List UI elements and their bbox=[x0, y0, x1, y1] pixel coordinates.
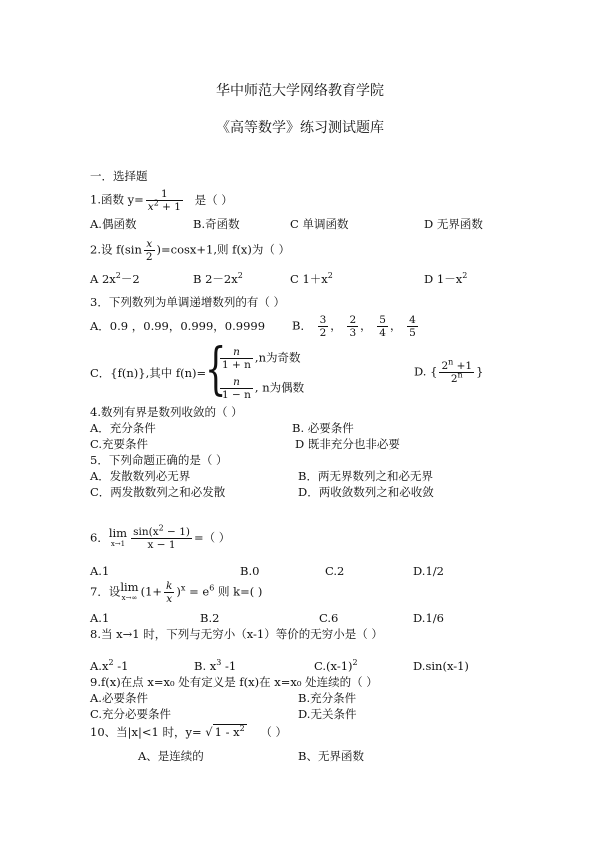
q3-b-label: B． bbox=[292, 318, 312, 333]
q7-lim-sub: x→∞ bbox=[121, 593, 138, 602]
q3-c-case-1 bbox=[218, 346, 300, 371]
q3-b-frac-2 bbox=[347, 314, 358, 339]
q1-suffix: 是（ ） bbox=[194, 192, 233, 207]
q3-b-frac-4 bbox=[407, 314, 418, 339]
q2-a-exp: 2 bbox=[115, 271, 121, 281]
q3-b-frac-3-num: 5 bbox=[379, 314, 386, 326]
q2-d-exp: 2 bbox=[462, 271, 468, 281]
q1-stem bbox=[90, 188, 233, 213]
q2-frac-num: x bbox=[144, 238, 155, 251]
q1-frac-num: 1 bbox=[146, 188, 183, 201]
q6-stem bbox=[90, 523, 231, 551]
q2-prefix: 2.设 f(sin bbox=[90, 242, 142, 257]
q8-a-tail: -1 bbox=[113, 659, 129, 673]
q6-option-c: C.2 bbox=[325, 564, 345, 578]
q4-stem: 4.数列有界是数列收敛的（ ） bbox=[90, 405, 243, 419]
q1-den-base: x bbox=[147, 201, 154, 213]
q6-num-exp: 2 bbox=[158, 523, 164, 533]
q8-option-a bbox=[90, 658, 128, 674]
q8-stem: 8.当 x→1 时，下列与无穷小（x-1）等价的无穷小是（ ） bbox=[90, 627, 383, 641]
q7-e-exp: 6 bbox=[209, 583, 215, 593]
q1-option-b: B.奇函数 bbox=[193, 217, 240, 231]
q8-c-exp: 2 bbox=[352, 658, 358, 668]
q2-stem bbox=[90, 238, 290, 263]
section-title: 一．选择题 bbox=[90, 169, 148, 183]
q6-option-d: D.1/2 bbox=[413, 564, 444, 578]
q1-den-tail: + 1 bbox=[158, 201, 181, 213]
q6-num-a: sin(x bbox=[133, 526, 159, 538]
q2-a-base: A 2x bbox=[90, 272, 116, 286]
q2-frac-den: 2 bbox=[145, 251, 153, 263]
q8-option-b bbox=[194, 658, 236, 674]
q6-num-b: − 1) bbox=[163, 526, 190, 538]
q7-stem bbox=[90, 580, 262, 605]
q3-option-c-label: C．{f(n)},其中 f(n)= bbox=[90, 366, 207, 380]
q5-option-c: C．两发散数列之和必发散 bbox=[90, 485, 226, 499]
q8-a-base: A.x bbox=[90, 659, 109, 673]
q10-radicand-a: 1 - x bbox=[214, 725, 240, 739]
q3-b-sep-3: ， bbox=[389, 318, 402, 333]
q3-d-frac bbox=[439, 357, 474, 385]
q3-option-d bbox=[414, 357, 484, 385]
q1-frac-den bbox=[146, 198, 183, 213]
q7-option-a: A.1 bbox=[90, 611, 110, 625]
q10-sqrt-symbol: √ bbox=[205, 725, 213, 739]
q10-suffix: （ ） bbox=[260, 725, 287, 739]
q7-prefix: 7．设 bbox=[90, 584, 121, 599]
q7-body-a: (1+ bbox=[140, 584, 163, 599]
q3-d-num-base: 2 bbox=[441, 360, 449, 372]
q7-option-d: D.1/6 bbox=[413, 611, 444, 625]
q3-c-case-1-den: 1 + n bbox=[222, 359, 251, 371]
q6-lim-sub: x→1 bbox=[110, 539, 126, 548]
q3-option-a: A．0.9 ，0.99，0.999，0.9999 bbox=[90, 319, 266, 333]
q3-b-frac-2-num: 2 bbox=[349, 314, 357, 326]
q3-b-frac-2-den: 3 bbox=[349, 327, 357, 339]
q3-c-brace: { bbox=[205, 337, 227, 402]
q7-eq: = e bbox=[185, 584, 210, 599]
q3-b-frac-1-num: 3 bbox=[319, 314, 327, 326]
q4-option-a: A．充分条件 bbox=[90, 421, 156, 435]
q2-c-base: C 1＋x bbox=[290, 272, 328, 286]
q1-option-c: C 单调函数 bbox=[290, 217, 349, 231]
q3-d-close: } bbox=[476, 364, 484, 379]
q2-fraction bbox=[144, 238, 155, 263]
q7-suffix: 则 k=( ) bbox=[214, 584, 263, 599]
q4-option-b: B. 必要条件 bbox=[292, 421, 354, 435]
q3-d-label: D. { bbox=[414, 364, 438, 379]
q3-option-b bbox=[292, 314, 420, 339]
q3-b-frac-1-den: 2 bbox=[319, 327, 327, 339]
q2-a-tail: －2 bbox=[120, 272, 140, 286]
q10-stem bbox=[90, 724, 287, 740]
q5-option-d: D．两收敛数列之和必收敛 bbox=[298, 485, 434, 499]
q7-fraction bbox=[164, 580, 174, 605]
q2-b-base: B 2－2x bbox=[193, 272, 238, 286]
q3-b-sep-2: ， bbox=[360, 318, 372, 333]
q3-c-case-1-num: n bbox=[220, 346, 253, 359]
q4-option-d: D 既非充分也非必要 bbox=[295, 437, 400, 451]
q2-suffix: )=cosx+1,则 f(x)为（ ） bbox=[156, 242, 291, 257]
q3-c-case-2-frac bbox=[220, 376, 253, 401]
q10-radicand-exp: 2 bbox=[239, 724, 245, 734]
q2-c-exp: 2 bbox=[327, 271, 333, 281]
q7-lim-word: lim bbox=[120, 579, 139, 594]
q3-d-num-exp: n bbox=[448, 357, 454, 367]
q7-body-exp: x bbox=[180, 583, 186, 593]
q3-c-case-1-frac bbox=[220, 346, 253, 371]
q10-option-a: A、是连续的 bbox=[138, 749, 204, 763]
q9-option-c: C.充分必要条件 bbox=[90, 707, 172, 721]
q3-b-frac-1 bbox=[318, 314, 329, 339]
q2-option-a bbox=[90, 271, 140, 287]
q5-option-b: B．两无界数列之和必无界 bbox=[298, 469, 433, 483]
q8-c-base: C.(x-1) bbox=[314, 659, 353, 673]
q7-lim bbox=[120, 579, 139, 604]
q1-prefix: 1.函数 y= bbox=[90, 192, 144, 207]
q6-lim bbox=[108, 525, 128, 550]
q2-d-base: D 1－x bbox=[424, 272, 463, 286]
q9-stem: 9.f(x)在点 x=x₀ 处有定义是 f(x)在 x=x₀ 处连续的（ ） bbox=[90, 675, 378, 689]
q3-d-den-exp: n bbox=[457, 370, 463, 380]
q8-option-c bbox=[314, 658, 358, 674]
q1-fraction bbox=[146, 188, 183, 213]
q9-option-b: B.充分条件 bbox=[298, 691, 357, 705]
q10-option-b: B、无界函数 bbox=[298, 749, 364, 763]
q6-frac-num bbox=[131, 523, 192, 539]
q6-option-a: A.1 bbox=[90, 564, 110, 578]
q3-b-sep-1: ， bbox=[330, 318, 342, 333]
q9-option-d: D.无关条件 bbox=[298, 707, 357, 721]
q3-c-case-2-num: n bbox=[220, 376, 253, 389]
q8-b-tail: -1 bbox=[221, 659, 237, 673]
q3-b-frac-4-num: 4 bbox=[409, 314, 416, 326]
q8-b-exp: 3 bbox=[216, 658, 222, 668]
q5-stem: 5．下列命题正确的是（ ） bbox=[90, 453, 228, 467]
q3-c-case-2-den: 1 − n bbox=[222, 389, 251, 401]
q3-b-frac-3-den: 4 bbox=[379, 327, 386, 339]
course-title: 《高等数学》练习测试题库 bbox=[216, 120, 384, 136]
q1-den-exp: 2 bbox=[153, 198, 159, 208]
university-title: 华中师范大学网络教育学院 bbox=[216, 83, 384, 99]
q10-sqrt bbox=[205, 724, 246, 740]
q2-option-c bbox=[290, 271, 333, 287]
q3-b-frac-4-den: 5 bbox=[409, 327, 416, 339]
q10-radicand bbox=[213, 724, 247, 739]
q1-option-d: D 无界函数 bbox=[424, 217, 483, 231]
q6-suffix: =（ ） bbox=[193, 530, 231, 545]
q3-c-case-2 bbox=[218, 376, 304, 401]
q8-option-d: D.sin(x-1) bbox=[413, 659, 469, 673]
q7-frac-num: k bbox=[166, 580, 173, 592]
q7-body-b: ) bbox=[176, 584, 181, 599]
q4-option-c: C.充要条件 bbox=[90, 437, 149, 451]
q3-d-den bbox=[439, 370, 474, 385]
q3-stem: 3．下列数列为单调递增数列的有（ ） bbox=[90, 295, 285, 309]
q3-d-num-tail: +1 bbox=[453, 360, 473, 372]
q6-fraction bbox=[131, 523, 192, 551]
q10-prefix: 10、当|x|<1 时，y= bbox=[90, 725, 202, 739]
q7-option-b: B.2 bbox=[200, 611, 220, 625]
q2-option-b bbox=[193, 271, 243, 287]
q6-frac-den: x − 1 bbox=[147, 539, 176, 551]
q3-d-den-base: 2 bbox=[450, 373, 458, 385]
q6-option-b: B.0 bbox=[240, 564, 260, 578]
q8-a-exp: 2 bbox=[108, 658, 114, 668]
q2-option-d bbox=[424, 271, 467, 287]
q6-lim-word: lim bbox=[108, 525, 128, 540]
q8-b-base: B. x bbox=[194, 659, 217, 673]
q6-prefix: 6． bbox=[90, 530, 109, 545]
q3-c-case-2-cond: , n为偶数 bbox=[254, 380, 305, 395]
q9-option-a: A.必要条件 bbox=[90, 691, 148, 705]
q2-b-exp: 2 bbox=[237, 271, 243, 281]
q7-option-c: C.6 bbox=[319, 611, 339, 625]
q5-option-a: A．发散数列必无界 bbox=[90, 469, 191, 483]
q3-b-frac-3 bbox=[377, 314, 388, 339]
q3-c-case-1-cond: ,n为奇数 bbox=[254, 350, 301, 365]
q1-option-a: A.偶函数 bbox=[90, 217, 137, 231]
q7-frac-den: x bbox=[166, 593, 173, 605]
